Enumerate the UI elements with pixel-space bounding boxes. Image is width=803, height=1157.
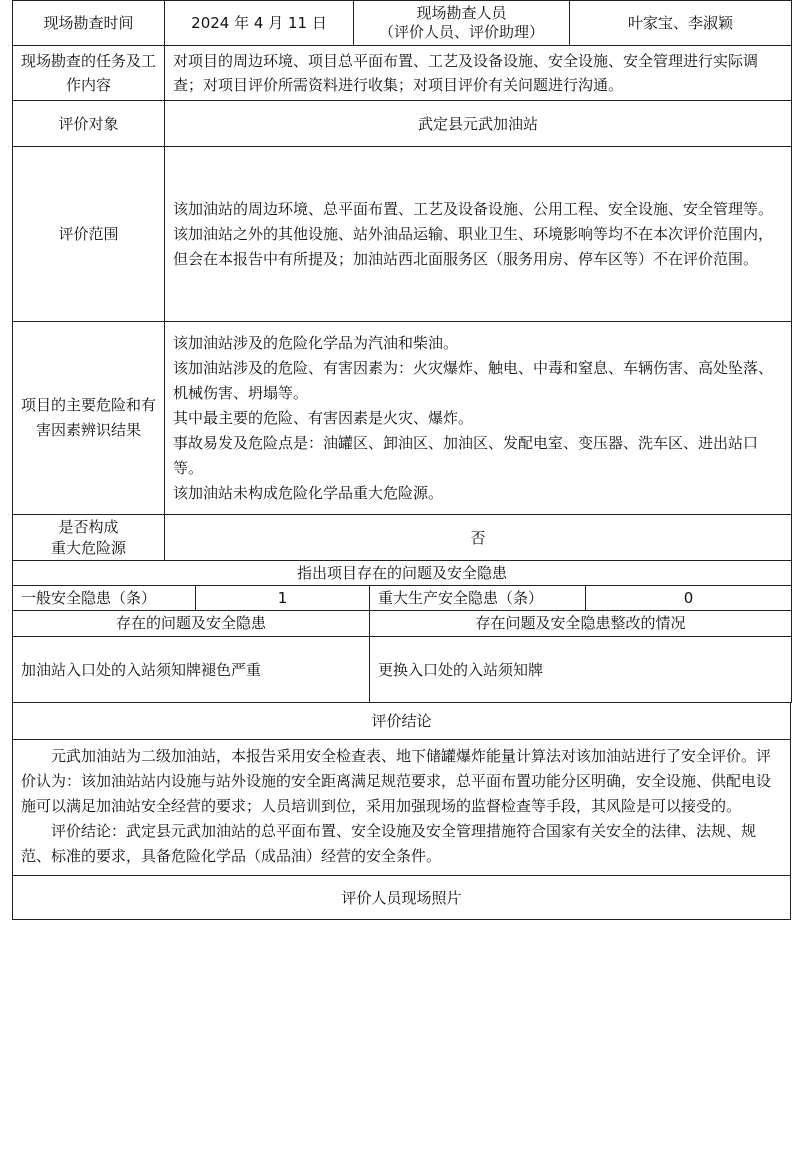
- major-production-hazard-count: 0: [586, 586, 792, 611]
- general-hazard-label: 一般安全隐患（条）: [13, 586, 196, 611]
- object-row: [13, 101, 792, 147]
- conclusion-title-row: [13, 703, 791, 740]
- hazards-content: [165, 322, 792, 515]
- major-hazard-label-line1: 是否构成: [58, 517, 119, 536]
- hazards-label: 项目的主要危险和有害因素辨识结果: [13, 322, 165, 515]
- major-hazard-value: 否: [165, 515, 792, 561]
- major-hazard-label: [13, 515, 165, 561]
- photos-title-row: [13, 876, 791, 920]
- conclusion-paragraph: 元武加油站为二级加油站，本报告采用安全检查表、地下储罐爆炸能量计算法对该加油站进行了安全评价。评价认为：该加油站站内设施与站外设施的安全距离满足规范要求，总平面布置功能分区明确，安全设施、供配电设施可以满足加油站安全经营的要求；人员培训到位，采用加强现场的监督检查等手段，其风险是可以接受的。: [21, 747, 772, 815]
- major-hazard-label-line2: 重大危险源: [50, 538, 126, 557]
- issues-header-row: [13, 611, 792, 637]
- scope-paragraph: 该加油站的周边环境、总平面布置、工艺及设备设施、公用工程、安全设施、安全管理等。: [173, 199, 774, 218]
- issue-item-row: [13, 637, 792, 703]
- issues-section-title: 指出项目存在的问题及安全隐患: [13, 561, 792, 586]
- hazards-paragraph: 该加油站涉及的危险化学品为汽油和柴油。: [173, 333, 459, 352]
- object-value: 武定县元武加油站: [165, 101, 792, 147]
- conclusion-paragraph: 评价结论：武定县元武加油站的总平面布置、安全设施及安全管理措施符合国家有关安全的法律、法规、规范、标准的要求，具备危险化学品（成品油）经营的安全条件。: [21, 822, 757, 865]
- issues-count-row: [13, 586, 792, 611]
- issues-detail-table: [12, 611, 792, 703]
- survey-personnel-label: [354, 1, 570, 46]
- survey-row: [13, 1, 792, 46]
- fix-text: 更换入口处的入站须知牌: [370, 637, 792, 703]
- hazards-paragraph: 事故易发及危险点是：油罐区、卸油区、加油区、发配电室、变压器、洗车区、进出站口等。: [173, 433, 759, 477]
- hazards-row: [13, 322, 792, 515]
- tasks-label: 现场勘查的任务及工作内容: [13, 46, 165, 101]
- photos-section-title: 评价人员现场照片: [13, 876, 791, 920]
- assessment-form: [12, 0, 791, 920]
- scope-label: 评价范围: [13, 147, 165, 322]
- survey-personnel-value: 叶家宝、李淑颖: [570, 1, 792, 46]
- fix-col-header: 存在问题及安全隐患整改的情况: [370, 611, 792, 637]
- survey-personnel-label-line2: （评价人员、评价助理）: [378, 23, 544, 41]
- survey-time-value: 2024 年 4 月 11 日: [165, 1, 354, 46]
- scope-row: [13, 147, 792, 322]
- issues-table: [12, 561, 792, 611]
- major-hazard-row: [13, 515, 792, 561]
- hazards-paragraph: 该加油站未构成危险化学品重大危险源。: [173, 483, 444, 502]
- scope-content: [165, 147, 792, 322]
- conclusion-table: [12, 703, 791, 920]
- tasks-row: [13, 46, 792, 101]
- conclusion-body: [13, 740, 791, 876]
- survey-time-label: 现场勘查时间: [13, 1, 165, 46]
- hazards-paragraph: 该加油站涉及的危险、有害因素为：火灾爆炸、触电、中毒和窒息、车辆伤害、高处坠落、机械伤害、坍塌等。: [173, 358, 774, 402]
- survey-personnel-label-line1: 现场勘查人员: [416, 4, 507, 22]
- conclusion-body-row: [13, 740, 791, 876]
- general-hazard-count: 1: [196, 586, 370, 611]
- conclusion-section-title: 评价结论: [13, 703, 791, 740]
- info-table: [12, 0, 792, 561]
- scope-paragraph: 该加油站之外的其他设施、站外油品运输、职业卫生、环境影响等均不在本次评价范围内，但会在本报告中有所提及；加油站西北面服务区（服务用房、停车区等）不在评价范围。: [173, 224, 774, 268]
- major-production-hazard-label: 重大生产安全隐患（条）: [370, 586, 586, 611]
- tasks-content: 对项目的周边环境、项目总平面布置、工艺及设备设施、安全设施、安全管理进行实际调查；对项目评价所需资料进行收集；对项目评价有关问题进行沟通。: [165, 46, 792, 101]
- issues-title-row: [13, 561, 792, 586]
- issues-col-header: 存在的问题及安全隐患: [13, 611, 370, 637]
- issue-text: 加油站入口处的入站须知牌褪色严重: [13, 637, 370, 703]
- object-label: 评价对象: [13, 101, 165, 147]
- hazards-paragraph: 其中最主要的危险、有害因素是火灾、爆炸。: [173, 408, 474, 427]
